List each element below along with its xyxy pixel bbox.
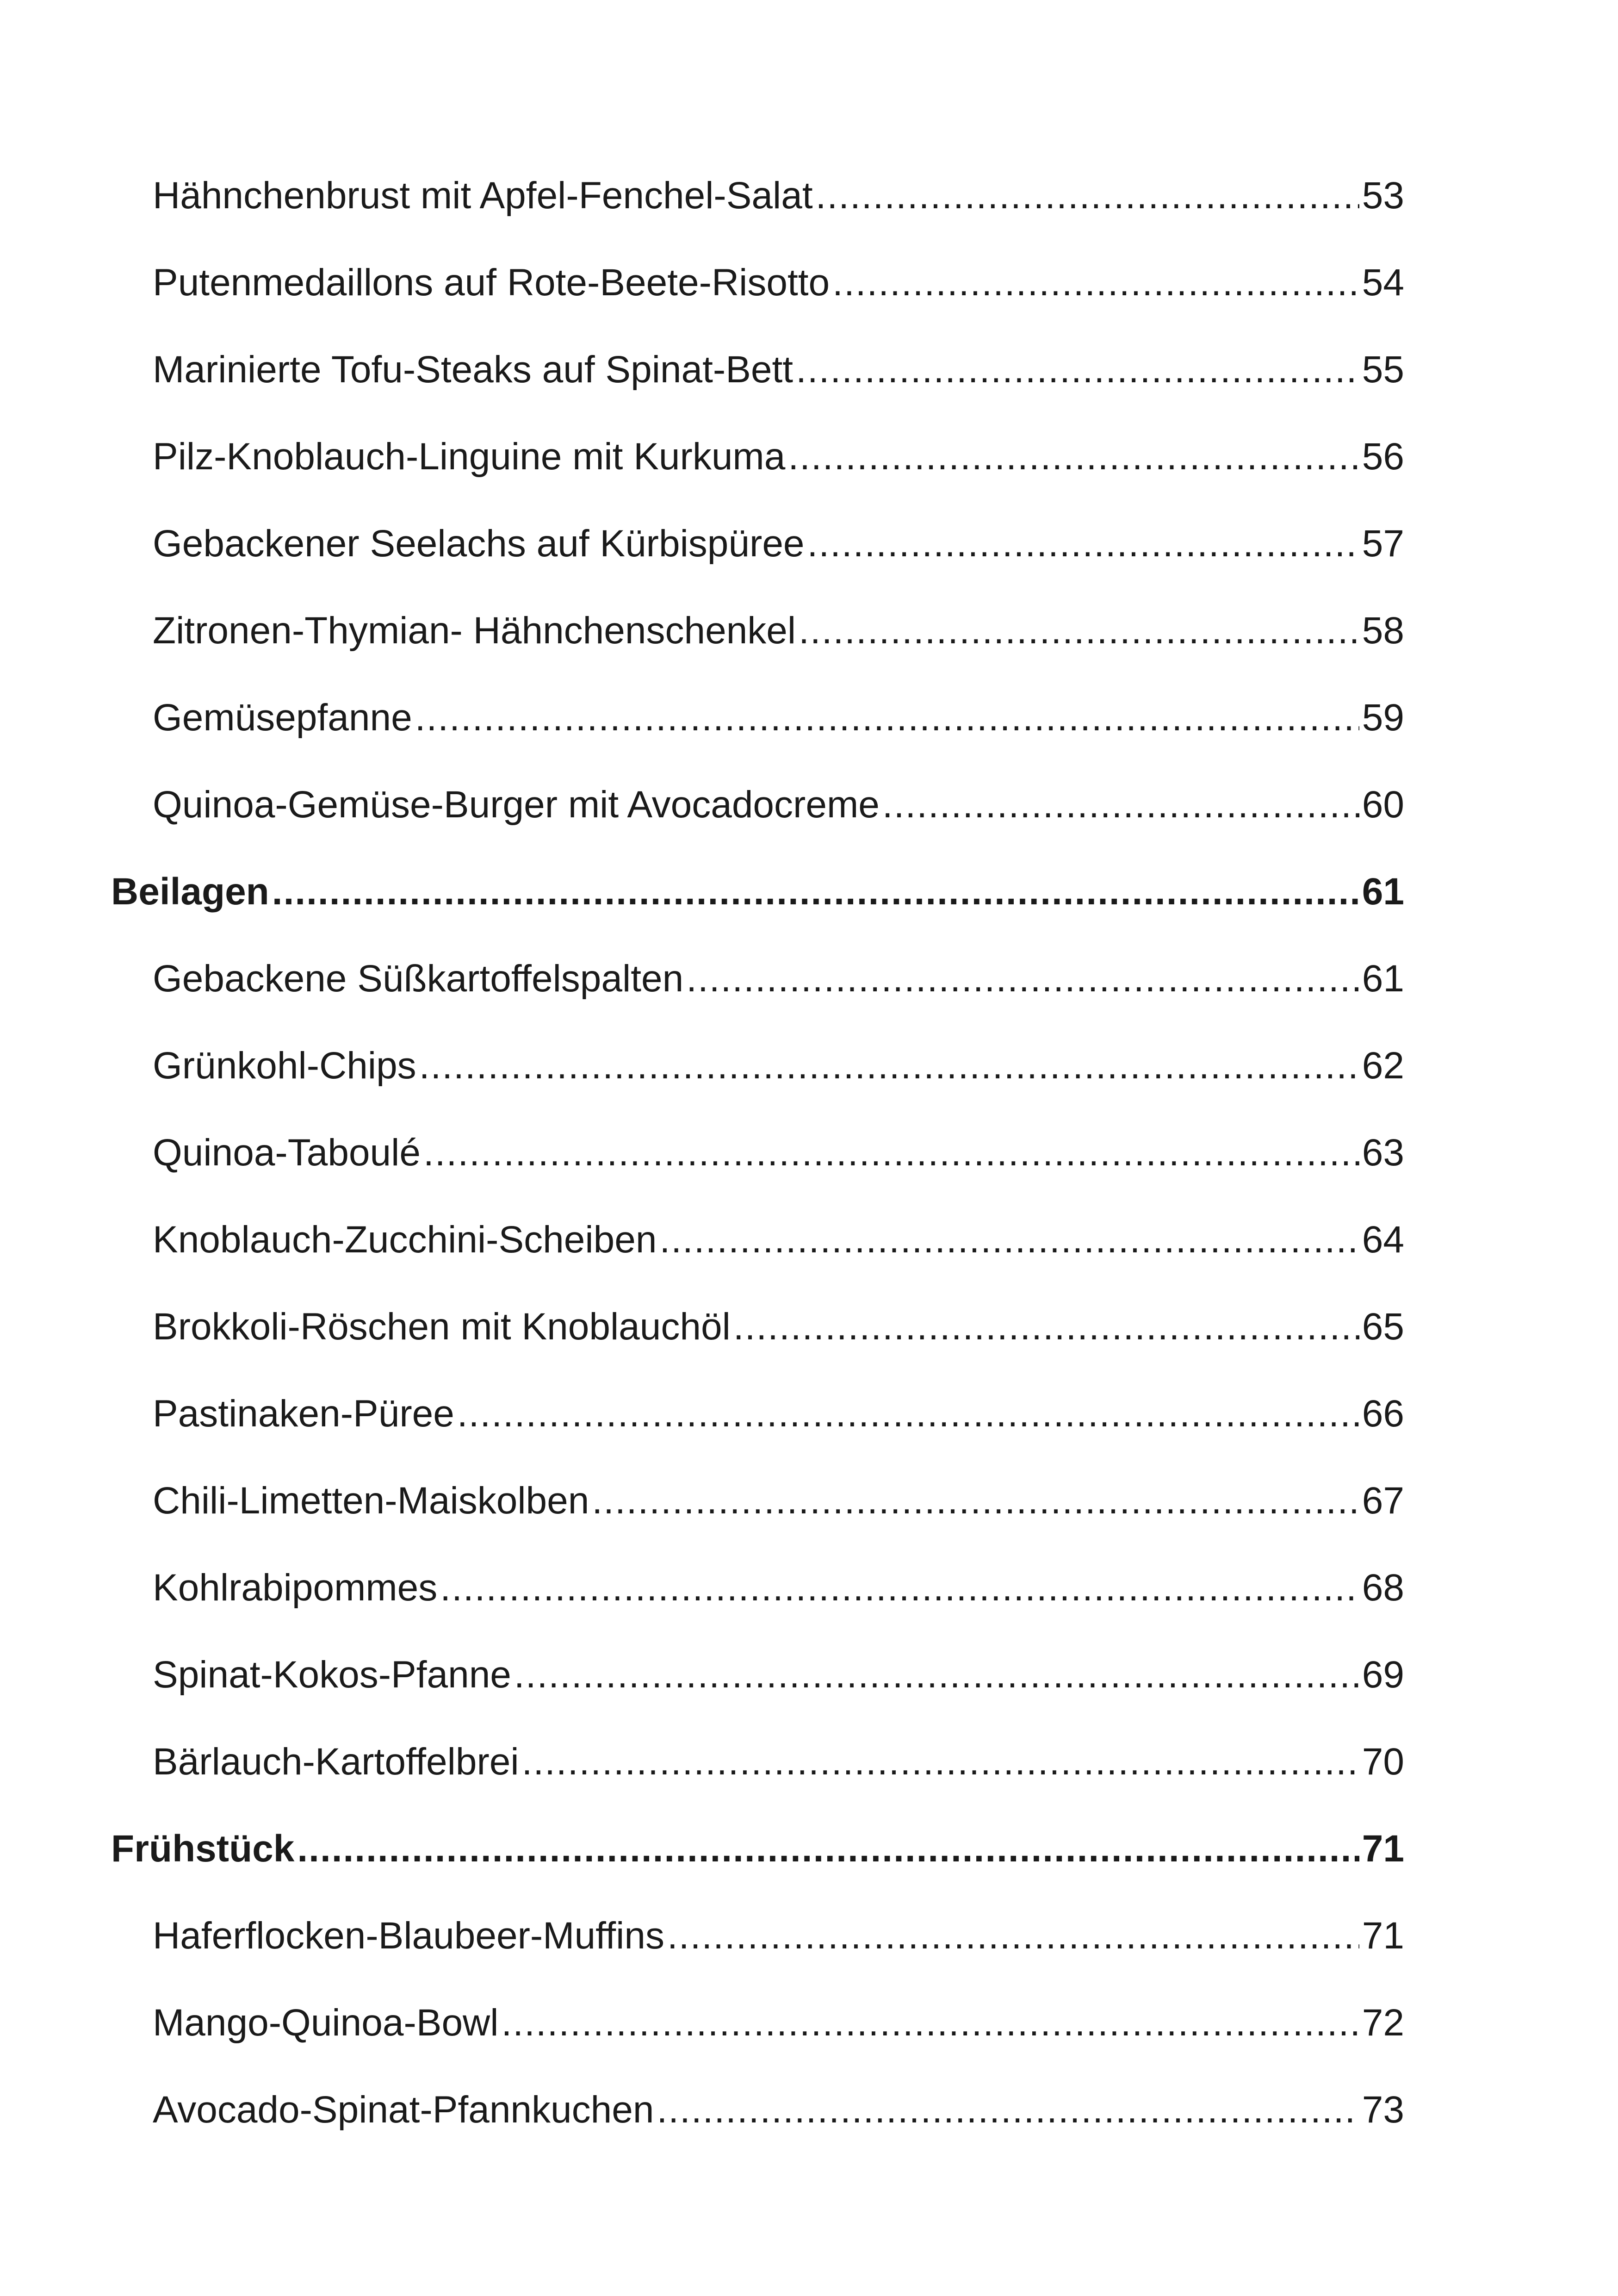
dot-leader xyxy=(667,1917,1359,1955)
toc-entry-title: Grünkohl-Chips xyxy=(153,1045,416,1087)
toc-entry[interactable] xyxy=(111,1381,1404,1468)
dot-leader xyxy=(297,1830,1359,1868)
toc-entry-title: Hähnchenbrust mit Apfel-Fenchel-Salat xyxy=(153,174,813,217)
toc-entry-title: Quinoa-Gemüse-Burger mit Avocadocreme xyxy=(153,784,880,826)
dot-leader xyxy=(419,1047,1359,1085)
toc-entry-title: Gebackener Seelachs auf Kürbispüree xyxy=(153,523,805,565)
dot-leader xyxy=(816,177,1359,215)
toc-page-number: 66 xyxy=(1362,1393,1404,1435)
toc-entry[interactable] xyxy=(111,1990,1404,2077)
dot-leader xyxy=(502,2004,1359,2042)
toc-entry[interactable] xyxy=(111,1207,1404,1294)
toc-section-heading[interactable] xyxy=(111,859,1404,946)
toc-page-number: 61 xyxy=(1362,871,1404,913)
toc-page-number: 69 xyxy=(1362,1654,1404,1696)
toc-page-number: 55 xyxy=(1362,348,1404,391)
toc-page-number: 60 xyxy=(1362,784,1404,826)
toc-page-number: 71 xyxy=(1362,1915,1404,1957)
toc-entry[interactable] xyxy=(111,1729,1404,1816)
toc-entry-title: Putenmedaillons auf Rote-Beete-Risotto xyxy=(153,261,830,304)
toc-entry[interactable] xyxy=(111,1120,1404,1207)
toc-entry-title: Haferflocken-Blaubeer-Muffins xyxy=(153,1915,664,1957)
toc-entry[interactable] xyxy=(111,685,1404,772)
toc-entry[interactable] xyxy=(111,1642,1404,1729)
toc-page-number: 59 xyxy=(1362,697,1404,739)
dot-leader xyxy=(807,525,1359,563)
toc-entry-title: Pilz-Knoblauch-Linguine mit Kurkuma xyxy=(153,436,786,478)
toc-page-number: 70 xyxy=(1362,1741,1404,1783)
toc-entry[interactable] xyxy=(111,250,1404,337)
dot-leader xyxy=(440,1569,1359,1607)
toc-entry[interactable] xyxy=(111,946,1404,1033)
toc-page-number: 53 xyxy=(1362,174,1404,217)
toc-entry-title: Quinoa-Taboulé xyxy=(153,1132,421,1174)
toc-entry[interactable] xyxy=(111,2077,1404,2164)
toc-entry-title: Chili-Limetten-Maiskolben xyxy=(153,1480,589,1522)
toc-entry-title: Knoblauch-Zucchini-Scheiben xyxy=(153,1219,657,1261)
dot-leader xyxy=(514,1656,1359,1694)
toc-page-number: 62 xyxy=(1362,1045,1404,1087)
toc-page-number: 56 xyxy=(1362,436,1404,478)
dot-leader xyxy=(733,1308,1359,1346)
dot-leader xyxy=(415,699,1359,737)
toc-page-number: 58 xyxy=(1362,610,1404,652)
toc-entry-title: Gemüsepfanne xyxy=(153,697,412,739)
dot-leader xyxy=(457,1395,1359,1433)
dot-leader xyxy=(799,612,1359,650)
toc-section-heading[interactable] xyxy=(111,1816,1404,1903)
toc-entry[interactable] xyxy=(111,511,1404,598)
toc-page-number: 63 xyxy=(1362,1132,1404,1174)
toc-entry-title: Gebackene Süßkartoffelspalten xyxy=(153,958,684,1000)
toc-entry-title: Beilagen xyxy=(111,871,269,913)
toc-entry[interactable] xyxy=(111,337,1404,424)
toc-page-number: 57 xyxy=(1362,523,1404,565)
toc-entry-title: Kohlrabipommes xyxy=(153,1567,438,1609)
dot-leader xyxy=(423,1134,1359,1172)
toc-page-number: 67 xyxy=(1362,1480,1404,1522)
toc-entry-title: Frühstück xyxy=(111,1828,295,1870)
toc-page-number: 64 xyxy=(1362,1219,1404,1261)
dot-leader xyxy=(272,873,1359,911)
toc-entry-title: Spinat-Kokos-Pfanne xyxy=(153,1654,511,1696)
toc-entry[interactable] xyxy=(111,1294,1404,1381)
toc-page-number: 72 xyxy=(1362,2002,1404,2044)
toc-entry[interactable] xyxy=(111,424,1404,511)
toc-entry-title: Marinierte Tofu-Steaks auf Spinat-Bett xyxy=(153,348,794,391)
toc-entry[interactable] xyxy=(111,1903,1404,1990)
dot-leader xyxy=(659,1221,1359,1259)
toc-entry-title: Mango-Quinoa-Bowl xyxy=(153,2002,499,2044)
toc-entry-title: Brokkoli-Röschen mit Knoblauchöl xyxy=(153,1306,731,1348)
dot-leader xyxy=(522,1743,1359,1781)
toc-page-number: 61 xyxy=(1362,958,1404,1000)
toc-page-number: 68 xyxy=(1362,1567,1404,1609)
toc-entry-title: Avocado-Spinat-Pfannkuchen xyxy=(153,2089,654,2131)
toc-entry-title: Pastinaken-Püree xyxy=(153,1393,454,1435)
toc-page-number: 54 xyxy=(1362,261,1404,304)
toc-entry-title: Zitronen-Thymian- Hähnchenschenkel xyxy=(153,610,796,652)
dot-leader xyxy=(796,351,1359,389)
toc-entry-title: Bärlauch-Kartoffelbrei xyxy=(153,1741,519,1783)
toc-entry[interactable] xyxy=(111,598,1404,685)
table-of-contents xyxy=(111,163,1404,2164)
dot-leader xyxy=(832,264,1359,302)
dot-leader xyxy=(657,2091,1359,2129)
dot-leader xyxy=(686,960,1359,998)
dot-leader xyxy=(788,438,1359,476)
toc-entry[interactable] xyxy=(111,772,1404,859)
toc-page-number: 71 xyxy=(1362,1828,1404,1870)
toc-entry[interactable] xyxy=(111,1555,1404,1642)
dot-leader xyxy=(882,786,1359,824)
toc-entry[interactable] xyxy=(111,1033,1404,1120)
toc-entry[interactable] xyxy=(111,163,1404,250)
toc-page-number: 65 xyxy=(1362,1306,1404,1348)
dot-leader xyxy=(592,1482,1359,1520)
toc-entry[interactable] xyxy=(111,1468,1404,1555)
toc-page-number: 73 xyxy=(1362,2089,1404,2131)
